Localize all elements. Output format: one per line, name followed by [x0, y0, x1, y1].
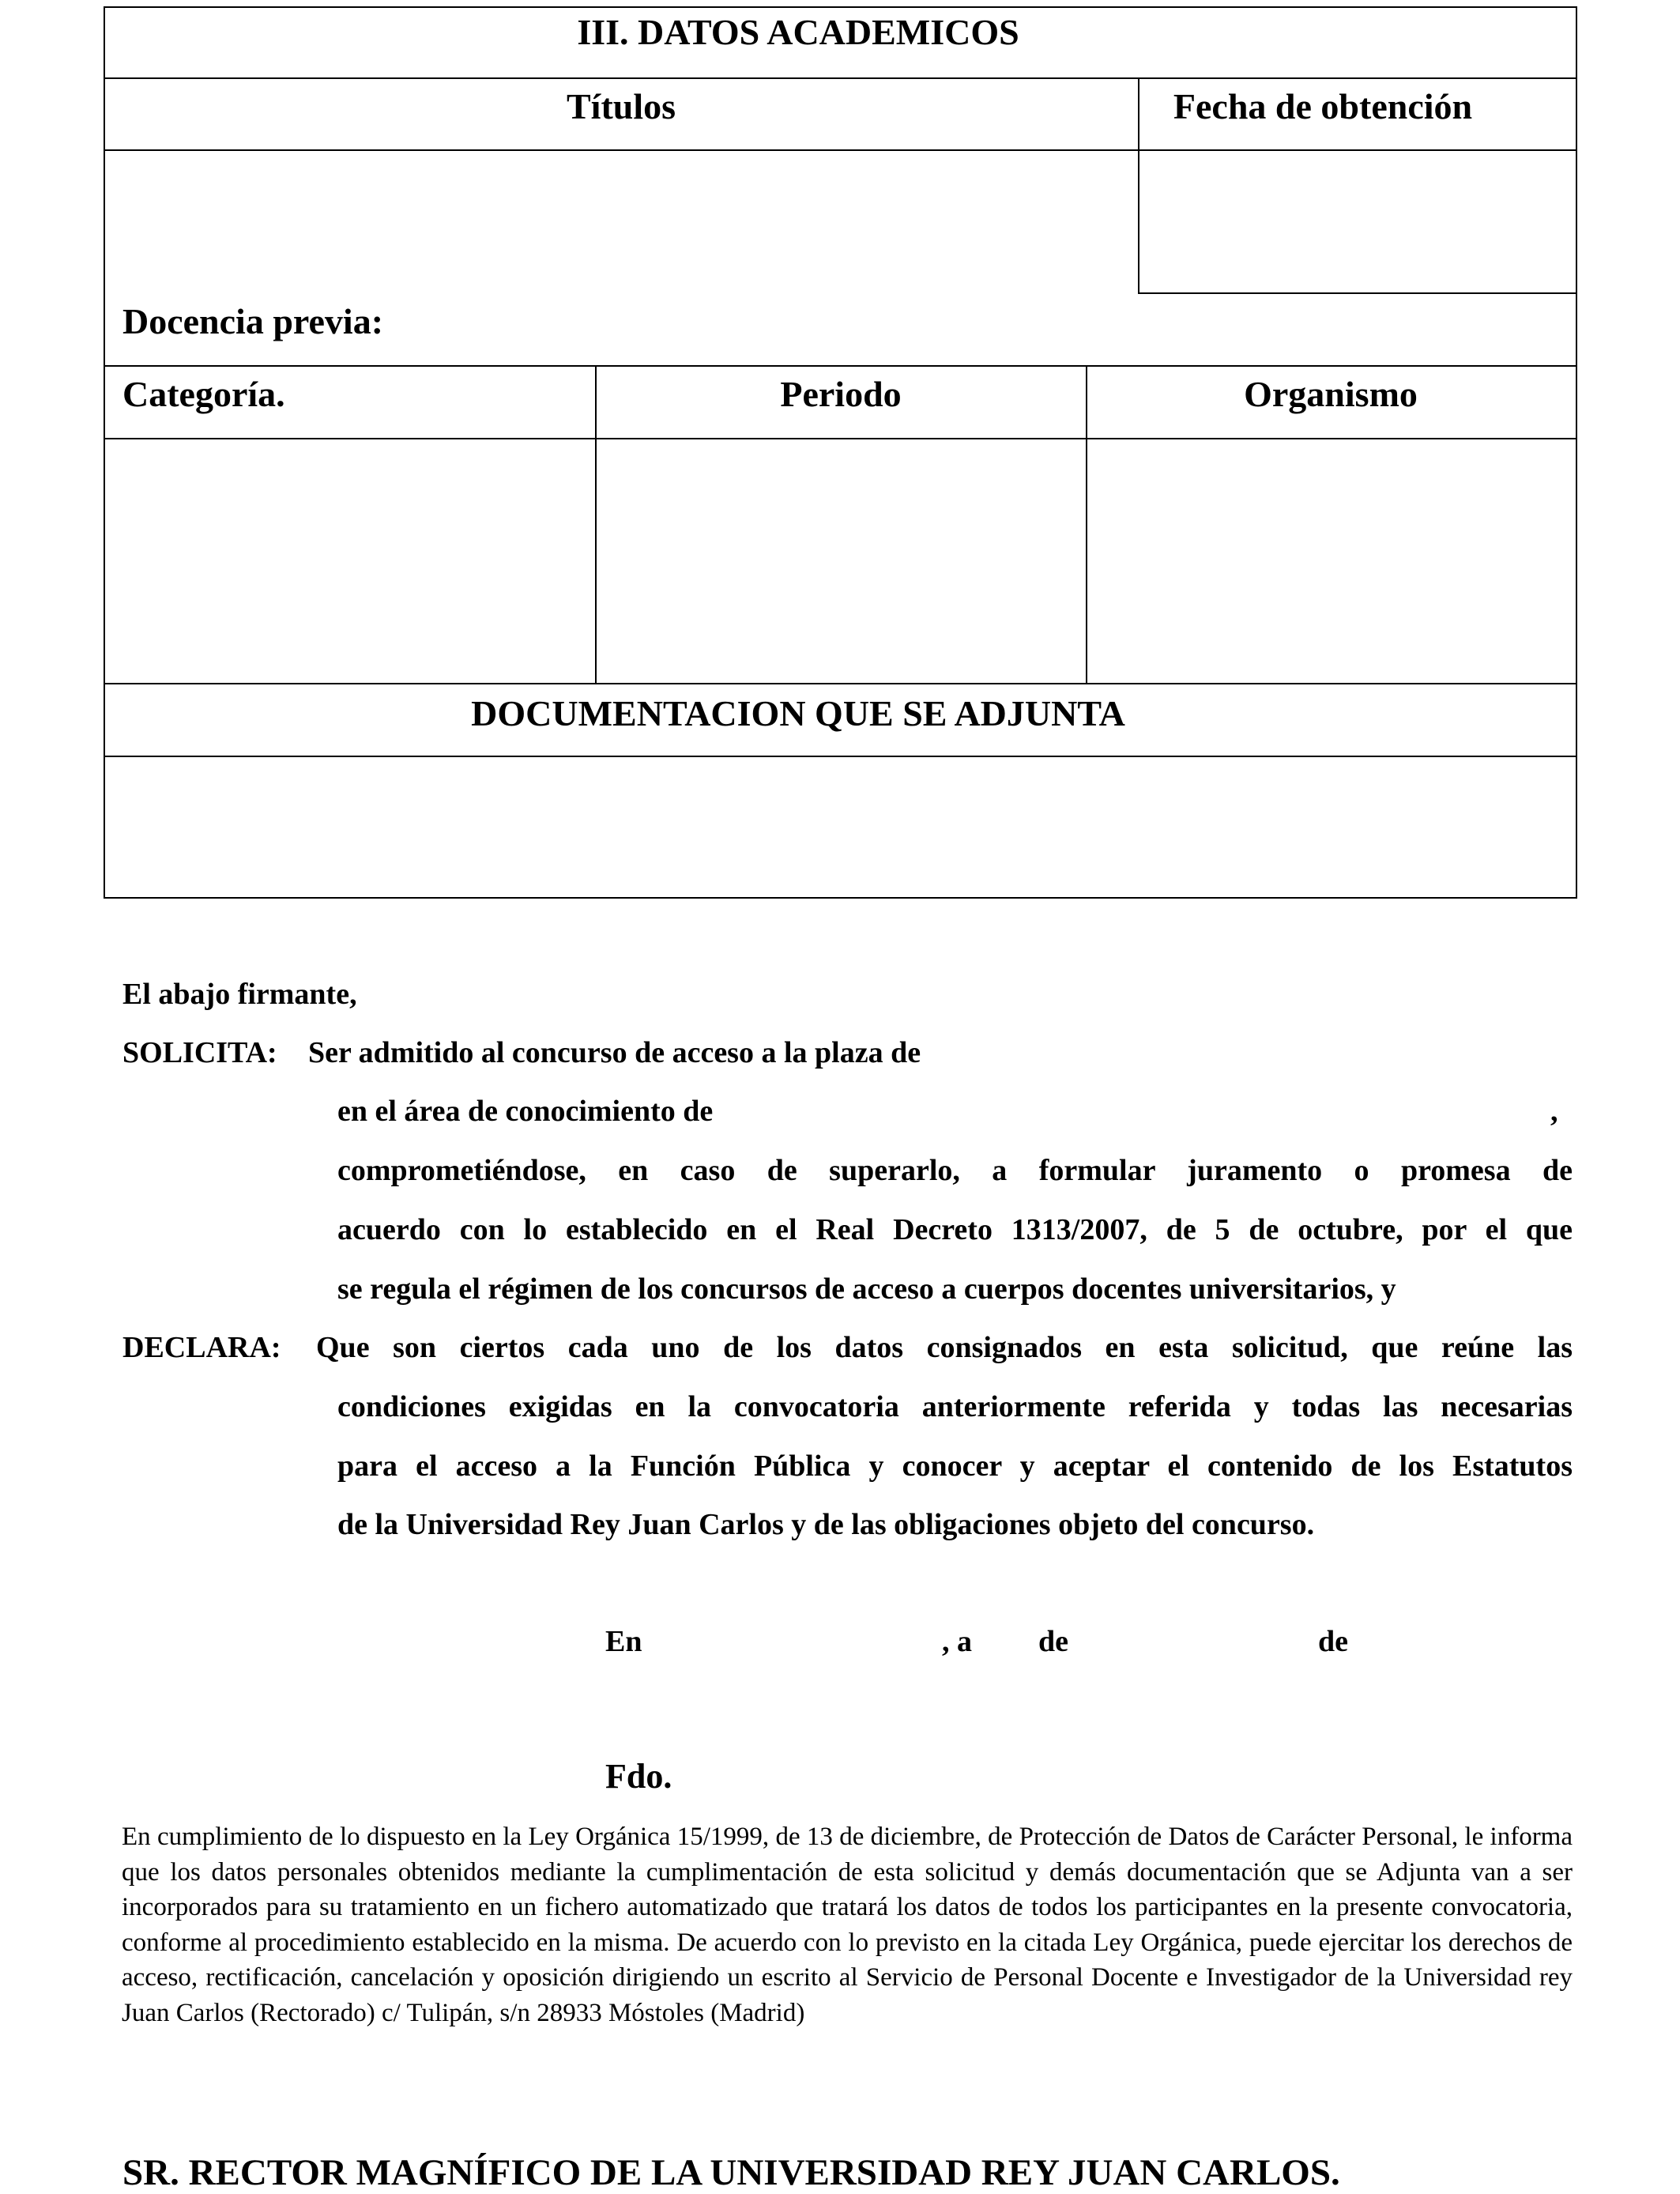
table-rule: [104, 683, 1577, 684]
solicita-label: SOLICITA:: [122, 1036, 277, 1069]
table-rule: [104, 365, 1577, 367]
area-comma: ,: [1550, 1095, 1558, 1128]
documentacion-title: DOCUMENTACION QUE SE ADJUNTA: [471, 693, 1125, 733]
declara-line-8: para el acceso a la Función Pública y conocer y aceptar el contenido de los Estatutos: [337, 1449, 1573, 1483]
table-rule: [1138, 292, 1577, 294]
periodo-header: Periodo: [780, 374, 902, 414]
table-rule: [104, 756, 1577, 757]
date-de-2: de: [1318, 1625, 1348, 1658]
section-title: III. DATOS ACADEMICOS: [577, 12, 1019, 52]
solicita-text: Ser admitido al concurso de acceso a la plaza de: [308, 1036, 921, 1069]
intro-text: El abajo firmante,: [122, 978, 357, 1011]
organismo-header: Organismo: [1244, 374, 1418, 414]
table-rule: [104, 149, 1577, 151]
solicita-line-4: acuerdo con lo establecido en el Real Decreto 1313/2007, de 5 de octubre, por el que: [337, 1213, 1573, 1246]
declara-line-9: de la Universidad Rey Juan Carlos y de las obligaciones objeto del concurso.: [337, 1508, 1315, 1541]
addressee: SR. RECTOR MAGNÍFICO DE LA UNIVERSIDAD REY JUAN CARLOS.: [122, 2152, 1340, 2193]
categoria-header: Categoría.: [122, 374, 285, 414]
table-rule: [1086, 365, 1087, 684]
table-rule: [595, 365, 597, 684]
declara-text: Que son ciertos cada uno de los datos consignados en esta solicitud, que reúne las: [316, 1331, 1573, 1364]
signature-fdo: Fdo.: [605, 1757, 672, 1796]
declara-label: DECLARA:: [122, 1331, 281, 1364]
fecha-obtencion-header: Fecha de obtención: [1173, 86, 1473, 126]
place-a: , a: [942, 1625, 972, 1658]
solicita-line-5: se regula el régimen de los concursos de acceso a cuerpos docentes universitarios, y: [337, 1272, 1396, 1306]
academic-data-table: [104, 6, 1577, 899]
table-rule: [104, 77, 1577, 79]
place-en: En: [605, 1625, 642, 1658]
table-rule: [1138, 77, 1139, 293]
titulos-header: Títulos: [566, 86, 676, 126]
table-rule: [104, 438, 1577, 439]
docencia-previa-label: Docencia previa:: [122, 301, 384, 341]
solicita-line-3: comprometiéndose, en caso de superarlo, a formular juramento o promesa de: [337, 1154, 1573, 1187]
declara-line-7: condiciones exigidas en la convocatoria anteriormente referida y todas las necesarias: [337, 1390, 1573, 1423]
date-de-1: de: [1038, 1625, 1068, 1658]
legal-notice: En cumplimiento de lo dispuesto en la Ley Orgánica 15/1999, de 13 de diciembre, de Protección de Datos de Carácter Personal, le informa que los datos personales obtenidos mediante la cumplimentación de esta solicitud y demás documentación que se Adjunta van a ser incorporados para su tratamiento en un fichero automatizado que tratará los datos de todos los participantes en la presente convocatoria, conforme al procedimiento establecido en la misma. De acuerdo con lo previsto en la citada Ley Orgánica, puede ejercitar los derechos de acceso, rectificación, cancelación y oposición dirigiendo un escrito al Servicio de Personal Docente e Investigador de la Universidad rey Juan Carlos (Rectorado) c/ Tulipán, s/n 28933 Móstoles (Madrid): [122, 1823, 1573, 2027]
area-text: en el área de conocimiento de: [337, 1095, 714, 1128]
